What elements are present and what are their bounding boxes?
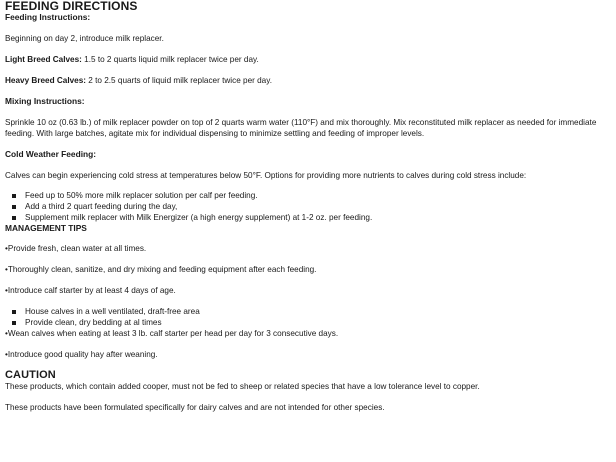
- feeding-instructions-heading: Feeding Instructions:: [5, 12, 91, 22]
- list-item: Add a third 2 quart feeding during the day,: [10, 201, 608, 212]
- light-breed-label: Light Breed Calves:: [5, 55, 82, 64]
- tip-clean-equipment: •Thoroughly clean, sanitize, and dry mixing and feeding equipment after each feeding.: [5, 265, 317, 274]
- tip-calf-starter: •Introduce calf starter by at least 4 days of age.: [5, 286, 176, 295]
- tip-hay: •Introduce good quality hay after weaning.: [5, 350, 158, 359]
- cold-weather-heading: Cold Weather Feeding:: [5, 149, 97, 159]
- housing-list: [5, 306, 608, 328]
- cold-weather-text: Calves can begin experiencing cold stress at temperatures below 50°F. Options for providing more nutrients to calves during cold stress include:: [5, 171, 527, 180]
- mixing-instructions-text: Sprinkle 10 oz (0.63 lb.) of milk replacer powder on top of 2 quarts warm water (110°F) and mix thoroughly. Mix reconstituted milk replacer as needed for immediate feeding. With large batches, agitate mix for individual dispensing to minimize settling and feeding of improper levels.: [5, 118, 597, 138]
- list-item: Provide clean, dry bedding at al times: [10, 317, 608, 328]
- feeding-intro-text: Beginning on day 2, introduce milk replacer.: [5, 34, 164, 43]
- list-item: Supplement milk replacer with Milk Energizer (a high energy supplement) at 1-2 oz. per feeding.: [10, 212, 608, 223]
- caution-copper-text: These products, which contain added cooper, must not be fed to sheep or related species that have a low tolerance level to copper.: [5, 382, 480, 391]
- heavy-breed-label: Heavy Breed Calves:: [5, 76, 87, 85]
- tip-weaning: •Wean calves when eating at least 3 lb. calf starter per head per day for 3 consecutive days.: [5, 329, 339, 338]
- light-breed-line: [5, 54, 608, 65]
- feeding-directions-title: FEEDING DIRECTIONS: [5, 0, 138, 13]
- caution-title: CAUTION: [5, 369, 56, 381]
- mixing-instructions-heading: Mixing Instructions:: [5, 96, 85, 106]
- tip-water: •Provide fresh, clean water at all times.: [5, 244, 147, 253]
- heavy-breed-line: [5, 75, 608, 86]
- management-tips-title: MANAGEMENT TIPS: [5, 223, 87, 233]
- list-item: House calves in a well ventilated, draft-free area: [10, 306, 608, 317]
- heavy-breed-text: 2 to 2.5 quarts of liquid milk replacer twice per day.: [88, 76, 272, 85]
- light-breed-text: 1.5 to 2 quarts liquid milk replacer twice per day.: [84, 55, 259, 64]
- list-item: Feed up to 50% more milk replacer solution per calf per feeding.: [10, 190, 608, 201]
- cold-weather-list: [5, 190, 608, 223]
- caution-dairy-text: These products have been formulated specifically for dairy calves and are not intended for other species.: [5, 403, 385, 412]
